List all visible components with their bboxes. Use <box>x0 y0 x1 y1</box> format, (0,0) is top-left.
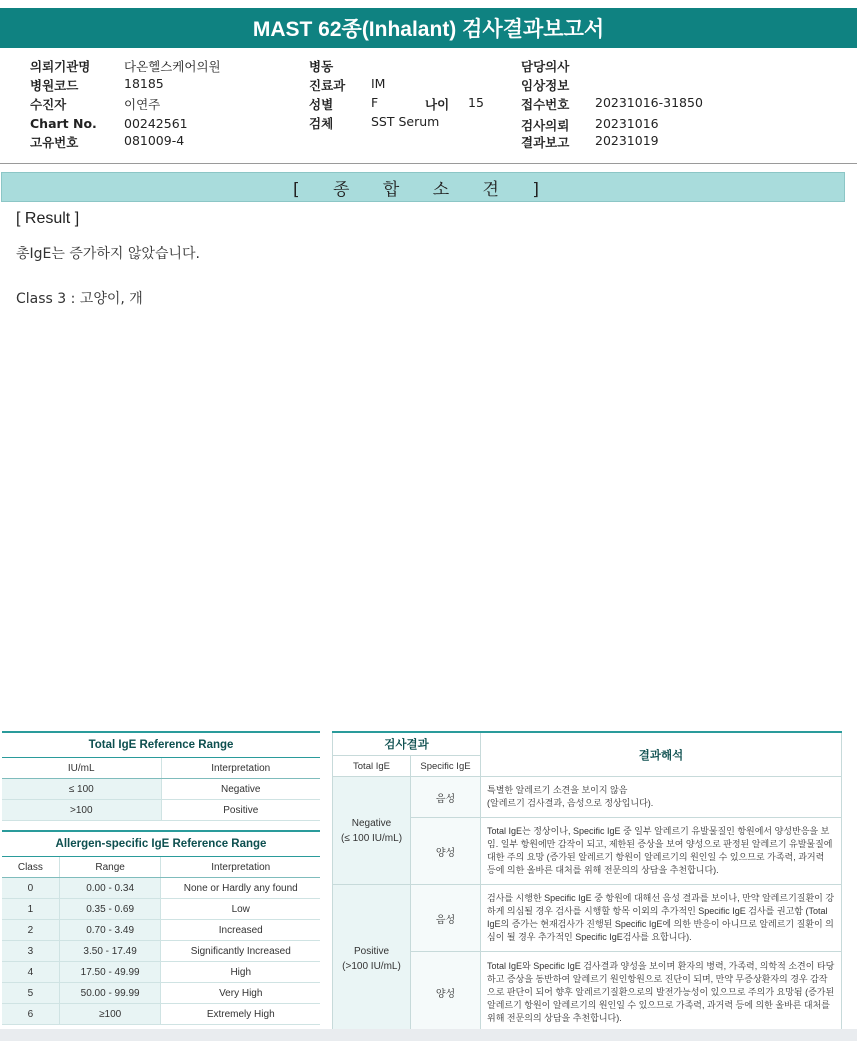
value-chart-no: 00242561 <box>124 116 188 131</box>
cell-interp: Very High <box>161 983 320 1004</box>
result-line-class: Class 3 : 고양이, 개 <box>16 291 143 307</box>
table-row <box>2 920 320 941</box>
value-department: IM <box>371 76 386 91</box>
cell-interp: High <box>161 962 320 983</box>
result-line-total-ige: 총IgE는 증가하지 않았습니다. <box>16 246 200 262</box>
label-age: 나이 <box>425 97 450 112</box>
table-row <box>2 779 320 800</box>
label-request-date: 검사의뢰 <box>521 118 570 133</box>
label-sex: 성별 <box>309 97 334 112</box>
table-row <box>2 899 320 920</box>
col-interp: 결과해석 <box>481 732 842 777</box>
interpretation-table <box>332 731 842 1033</box>
label-unique-no: 고유번호 <box>30 135 79 150</box>
cell-range: 3.50 - 17.49 <box>59 941 161 962</box>
value-unique-no: 081009-4 <box>124 133 185 148</box>
table-row <box>2 1004 320 1025</box>
specific-ige-title: Allergen-specific IgE Reference Range <box>2 831 320 857</box>
label-institution: 의뢰기관명 <box>30 59 91 74</box>
cell-interp: Significantly Increased <box>161 941 320 962</box>
summary-heading: [ 종 합 소 견 ] <box>1 172 845 202</box>
col-header: Interpretation <box>161 758 320 779</box>
report-title: MAST 62종(Inhalant) 검사결과보고서 <box>0 8 857 48</box>
cell-interp: Extremely High <box>161 1004 320 1025</box>
label-doctor: 담당의사 <box>521 59 570 74</box>
group-negative: Negative (≤ 100 IU/mL) <box>333 777 411 885</box>
table-row <box>2 941 320 962</box>
total-ige-title: Total IgE Reference Range <box>2 732 320 758</box>
specific-ige-table <box>2 830 320 1025</box>
label-receipt-no: 접수번호 <box>521 97 570 112</box>
patient-info <box>0 0 857 165</box>
col-header: Interpretation <box>161 857 320 878</box>
col-header: IU/mL <box>2 758 161 779</box>
col-result: 검사결과 <box>333 732 481 756</box>
label-clinical-info: 임상정보 <box>521 78 570 93</box>
cell-range: 0.00 - 0.34 <box>59 878 161 899</box>
col-specific-ige: Specific IgE <box>411 756 481 777</box>
cell-range: >100 <box>2 800 161 821</box>
cell-class: 5 <box>2 983 59 1004</box>
value-hospital-code: 18185 <box>124 76 164 91</box>
result-positive: 양성 <box>411 952 481 1033</box>
table-row <box>333 885 842 952</box>
total-ige-table <box>2 731 320 821</box>
cell-class: 1 <box>2 899 59 920</box>
cell-interp: None or Hardly any found <box>161 878 320 899</box>
cell-range: 17.50 - 49.99 <box>59 962 161 983</box>
cell-range: ≤ 100 <box>2 779 161 800</box>
cell-range: 0.35 - 0.69 <box>59 899 161 920</box>
result-negative: 음성 <box>411 777 481 818</box>
value-age: 15 <box>468 95 484 110</box>
label-hospital-code: 병원코드 <box>30 78 79 93</box>
cell-interp: Positive <box>161 800 320 821</box>
table-row <box>2 878 320 899</box>
value-report-date: 20231019 <box>595 133 659 148</box>
result-heading: [ Result ] <box>16 210 80 227</box>
cell-class: 3 <box>2 941 59 962</box>
cell-range: 0.70 - 3.49 <box>59 920 161 941</box>
value-specimen: SST Serum <box>371 114 440 129</box>
group-positive: Positive (>100 IU/mL) <box>333 885 411 1033</box>
col-total-ige: Total IgE <box>333 756 411 777</box>
value-institution: 다온헬스케어의원 <box>124 59 221 74</box>
table-row <box>333 777 842 818</box>
table-row <box>2 800 320 821</box>
cell-range: 50.00 - 99.99 <box>59 983 161 1004</box>
cell-class: 0 <box>2 878 59 899</box>
cell-interp: Negative <box>161 779 320 800</box>
table-row <box>2 962 320 983</box>
cell-class: 4 <box>2 962 59 983</box>
label-chart-no: Chart No. <box>30 116 97 131</box>
result-positive: 양성 <box>411 818 481 885</box>
cell-class: 6 <box>2 1004 59 1025</box>
value-sex: F <box>371 95 379 110</box>
cell-interp: Low <box>161 899 320 920</box>
label-report-date: 결과보고 <box>521 135 570 150</box>
value-request-date: 20231016 <box>595 116 659 131</box>
cell-range: ≥100 <box>59 1004 161 1025</box>
result-negative: 음성 <box>411 885 481 952</box>
label-specimen: 검체 <box>309 116 334 131</box>
col-header: Range <box>59 857 161 878</box>
value-patient: 이연주 <box>124 97 161 112</box>
table-row <box>2 983 320 1004</box>
label-ward: 병동 <box>309 59 334 74</box>
interp-text: Total IgE는 정상이나, Specific IgE 중 일부 알레르기 유발물질인 항원에서 양성반응을 보임. 일부 항원에만 감작이 되고, 제한된 증상을 보여 양성으로 판정된 알레르기 유발물질에 대한 주의 요망 (증가된 알레르기 항원이 알레르기의 원인일 수 있으므로 가족력, 과거력 등에 의한 올바른 대처를 위해 전문의의 상담을 추천합니다). <box>481 818 842 885</box>
divider <box>0 163 857 164</box>
label-department: 진료과 <box>309 78 346 93</box>
cell-interp: Increased <box>161 920 320 941</box>
value-receipt-no: 20231016-31850 <box>595 95 703 110</box>
cell-class: 2 <box>2 920 59 941</box>
interp-text: 특별한 알레르기 소견을 보이지 않음 (알레르기 검사결과, 음성으로 정상입니다). <box>481 777 842 818</box>
col-header: Class <box>2 857 59 878</box>
interp-text: 검사를 시행한 Specific IgE 중 항원에 대해선 음성 결과를 보이나, 만약 알레르기질환이 강하게 의심될 경우 검사를 시행할 항목 이외의 추가적인 Specific IgE 검사를 권고함 (Total IgE의 증가는 현재검사가 진행된 Specific IgE에 의한 반응이 아니므로 알레르기 질환이 의심이 될 경우 추가적인 Specific IgE검사를 요합니다). <box>481 885 842 952</box>
interp-text: Total IgE와 Specific IgE 검사결과 양성을 보이며 환자의 병력, 가족력, 의학적 소견이 타당하고 증상을 동반하여 알레르기 원인항원으로 진단이 되며, 만약 무증상환자의 경우 감작으로 판단이 되어 향후 알레르기질환으로의 발전가능성이 있으므로 주의가 요망됨 (증가된 알레르기 항원이 알레르기의 원인일 수 있으므로 가족력, 과거력 등에 의한 올바른 대처를 위해 전문의의 상담을 추천합니다). <box>481 952 842 1033</box>
bottom-scroll-band <box>0 1029 857 1041</box>
label-patient: 수진자 <box>30 97 67 112</box>
